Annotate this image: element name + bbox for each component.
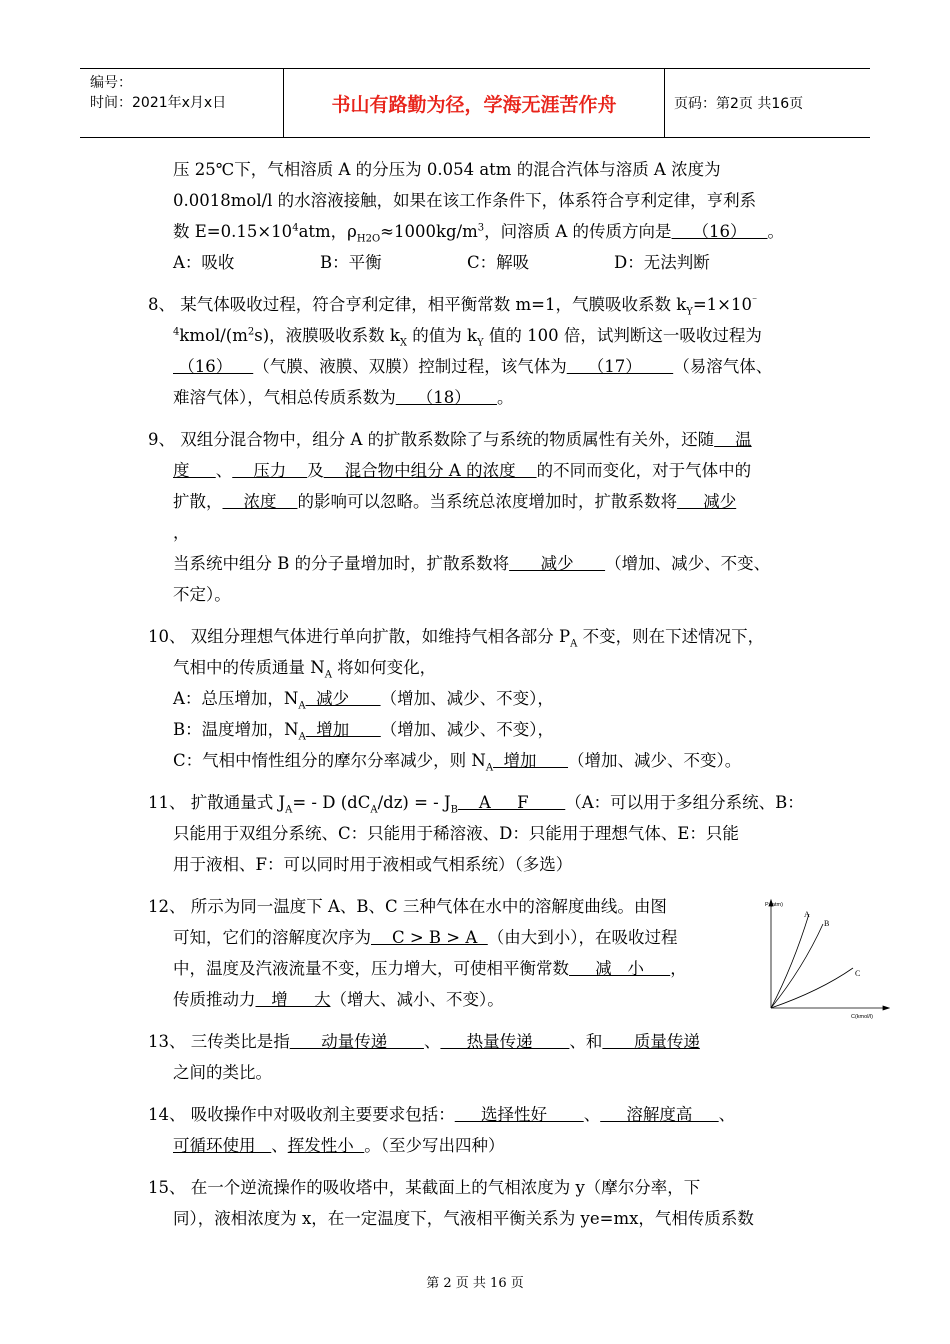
question-11: 11、 扩散通量式 $J_A= - D$ $(dC_A/dz)$ = - $J_B$ A F （A：可以用于多组分系统、B：: [148, 793, 804, 816]
text-line: 中，温度及汽液流量不变，压力增大，可使相平衡常数 减 小 ，: [173, 959, 687, 978]
text-line: 只能用于双组分系统、C：只能用于稀溶液、D：只能用于理想气体、E：只能: [173, 824, 739, 843]
text-line: $^4kmol/(m^2s)$，液膜吸收系数 $k_X$ 的值为 $k_Y$ 值的 100 倍，试判断这一吸收过程为: [173, 326, 762, 349]
question-9: 9、 双组分混合物中，组分 A 的扩散系数除了与系统的物质属性有关外，还随 温: [148, 430, 752, 449]
option-a: A：吸收: [173, 253, 235, 272]
answer-blank: 质量传递: [602, 1032, 700, 1051]
document-body: [148, 154, 853, 1234]
answer-blank: 压力: [232, 461, 308, 480]
question-15: 15、 在一个逆流操作的吸收塔中，某截面上的气相浓度为 y（摩尔分率，下: [148, 1178, 701, 1197]
header-page-label: 页码：第2页 共16页: [674, 96, 804, 112]
option-d: D：无法判断: [614, 253, 710, 272]
text-line: 之间的类比。: [173, 1063, 272, 1082]
text-line: 难溶气体），气相总传质系数为 （18） 。: [173, 388, 514, 407]
answer-blank: 选择性好: [454, 1105, 584, 1124]
x-axis-arrow: [883, 1006, 889, 1010]
question-12: 12、 所示为同一温度下 A、B、C 三种气体在水中的溶解度曲线。由图: [148, 897, 667, 916]
series-label-c: C: [855, 969, 861, 978]
text-line: 同），液相浓度为 x，在一定温度下，气液相平衡关系为 ye=mx，气相传质系数: [173, 1209, 754, 1228]
answer-blank: 减 小: [569, 959, 671, 978]
answer-blank: 可循环使用: [173, 1136, 272, 1155]
answer-blank: 动量传递: [289, 1032, 424, 1051]
text-line: 当系统中组分 B 的分子量增加时，扩散系数将 减少 （增加、减少、不变、: [173, 554, 771, 573]
series-label-b: B: [824, 919, 830, 928]
option-c: C：解吸: [467, 253, 530, 272]
question-13: 13、 三传类比是指 动量传递 、 热量传递 、和 质量传递: [148, 1032, 700, 1051]
text-line: 不定）。: [173, 585, 231, 604]
text-line: 度 、 压力 及 混合物中组分 A 的浓度 的不同而变化，对于气体中的: [173, 461, 752, 480]
question-14: 14、 吸收操作中对吸收剂主要要求包括： 选择性好 、 溶解度高 、: [148, 1105, 736, 1124]
answer-blank: 减少: [305, 689, 381, 708]
answer-blank: 度: [173, 461, 216, 480]
series-label-a: A: [804, 910, 810, 919]
text-line: C：气相中惰性组分的摩尔分率减少，则 $N_A$ 增加 （增加、减少、不变）。: [173, 751, 742, 774]
text-line: 0.0018mol/l 的水溶液接触，如果在该工作条件下，体系符合亨利定律，亨利系: [173, 191, 757, 210]
text-line: （16） （气膜、液膜、双膜）控制过程，该气体为 （17） （易溶气体、: [173, 357, 773, 376]
answer-blank: 减少: [676, 492, 737, 511]
question-8: 8、 某气体吸收过程，符合亨利定律，相平衡常数 m=1，气膜吸收系数 $k_Y=1\times 10^{^-}$: [148, 295, 758, 318]
header-motto: 书山有路勤为径，学海无涯苦作舟: [284, 69, 665, 137]
text-line: B：温度增加，$N_A$ 增加 （增加、减少、不变），: [173, 720, 555, 743]
header-number-label: 编号：: [90, 75, 132, 91]
text-line: 用于液相、F：可以同时用于液相或气相系统）（多选）: [173, 855, 573, 874]
answer-blank: 减少: [509, 554, 606, 573]
question-10: 10、 双组分理想气体进行单向扩散，如维持气相各部分 $P_A$ 不变，则在下述情况下，: [148, 627, 765, 650]
text-line: 可知，它们的溶解度次序为 C > B > A （由大到小），在吸收过程: [173, 928, 678, 947]
text-line: ，: [173, 523, 190, 542]
text-line: 压 25℃下，气相溶质 A 的分压为 0.054 atm 的混合汽体与溶质 A 浓度为: [173, 160, 721, 179]
answer-blank: （18）: [395, 388, 497, 407]
answer-blank: 浓度: [222, 492, 298, 511]
answer-blank: C > B > A: [371, 928, 488, 947]
answer-blank: 增加: [493, 751, 569, 770]
text-line: 数 $E=0.15\times 10^4atm$，$\rho_{H2O}\approx 1000kg/m^3$，问溶质 A 的传质方向是 （16） 。: [173, 222, 785, 245]
curve-c: [771, 968, 853, 1008]
text-line: 可循环使用 、挥发性小 。（至少写出四种）: [173, 1136, 505, 1155]
x-axis-label: C(kmol/l): [851, 1014, 873, 1020]
answer-blank: （17）: [566, 357, 674, 376]
y-axis-label: P (atm): [765, 902, 783, 908]
answer-blank: 温: [714, 430, 752, 449]
text-line: A：总压增加，$N_A$ 减少 （增加、减少、不变），: [173, 689, 554, 712]
answer-blank: 混合物中组分 A 的浓度: [323, 461, 537, 480]
answer-blank: 增加: [305, 720, 381, 739]
answer-blank: 热量传递: [440, 1032, 570, 1051]
curve-b: [771, 924, 823, 1008]
answer-blank: 溶解度高: [600, 1105, 719, 1124]
answer-blank: （16）: [671, 222, 768, 241]
header-time-label: 时间：2021年x月x日: [90, 95, 227, 111]
option-b: B：平衡: [320, 253, 382, 272]
text-line: 扩散， 浓度 的影响可以忽略。当系统总浓度增加时，扩散系数将 减少: [173, 492, 737, 511]
option-row: [148, 247, 853, 278]
answer-blank: （16）: [173, 357, 254, 376]
page-footer: 第 2 页 共 16 页: [426, 1276, 524, 1291]
page-header: [80, 68, 870, 138]
answer-blank: A F: [457, 793, 566, 812]
answer-blank: 增 大: [255, 990, 331, 1009]
solubility-chart: [765, 896, 890, 1020]
answer-blank: 挥发性小: [287, 1136, 365, 1155]
header-meta-cell: [80, 69, 284, 137]
text-line: 气相中的传质通量 $N_A$ 将如何变化，: [173, 658, 437, 681]
text-line: 传质推动力 增 大（增大、减小、不变）。: [173, 990, 504, 1009]
